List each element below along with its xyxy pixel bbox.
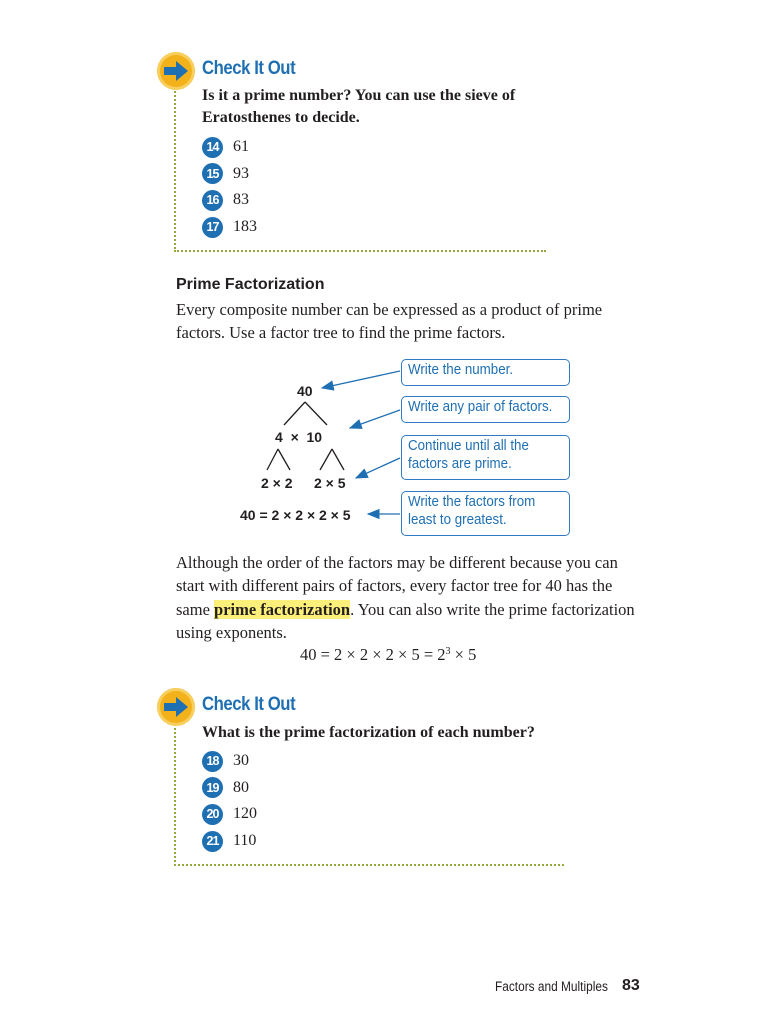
exercise-number-badge: 15	[202, 163, 223, 184]
exercise-value: 93	[233, 164, 249, 182]
callout-arrow	[356, 458, 400, 478]
exercise-number-badge: 19	[202, 777, 223, 798]
exercise-value: 183	[233, 218, 257, 236]
exercise-value: 83	[233, 191, 249, 209]
tree-level2-left: 2 × 2	[261, 475, 293, 491]
check-it-out-title: Check It Out	[202, 694, 296, 715]
exercise-number-badge: 17	[202, 217, 223, 238]
tree-branch	[320, 449, 332, 470]
callout-write-pair: Write any pair of factors.	[401, 396, 570, 423]
list-item	[202, 801, 257, 828]
callout-continue: Continue until all the factors are prime.	[401, 435, 570, 480]
tree-branch	[305, 402, 327, 425]
list-item	[202, 828, 257, 855]
tree-level2-right: 2 × 5	[314, 475, 346, 491]
page-number: 83	[622, 977, 640, 994]
callout-least-greatest: Write the factors from least to greatest.	[401, 491, 570, 536]
exercise-value: 120	[233, 805, 257, 823]
tree-level1: 4 × 10	[275, 429, 323, 445]
tree-branch	[278, 449, 290, 470]
tree-root: 40	[297, 383, 313, 399]
check-it-out-prompt: Is it a prime number? You can use the sieve of Eratosthenes to decide.	[202, 87, 516, 126]
exercise-number-badge: 16	[202, 190, 223, 211]
highlighted-term: prime factorization	[214, 599, 351, 619]
callout-write-number: Write the number.	[401, 359, 570, 386]
tree-result: 40 = 2 × 2 × 2 × 5	[240, 507, 351, 523]
section-heading: Prime Factorization	[176, 276, 325, 293]
exercise-list	[202, 748, 257, 854]
arrow-icon	[157, 688, 195, 726]
order-paragraph: Although the order of the factors may be different because you can start with different pairs of factors, every factor tree for 40 has the same prime factorization. You can also write the prime factorization using exponents.	[176, 553, 635, 642]
callout-arrow	[350, 410, 400, 428]
check-it-out-prompt: What is the prime factorization of each number?	[202, 724, 535, 741]
footer-section-title: Factors and Multiples	[495, 979, 608, 994]
intro-paragraph: Every composite number can be expressed as a product of prime factors. Use a factor tree to find the prime factors.	[176, 300, 603, 343]
exercise-value: 61	[233, 138, 249, 156]
check-it-out-title: Check It Out	[202, 58, 296, 79]
exercise-value: 80	[233, 778, 249, 796]
callout-arrow	[322, 371, 400, 388]
exercise-number-badge: 21	[202, 831, 223, 852]
exercise-value: 30	[233, 752, 249, 770]
exponent-equation: $40 = 2 \times 2 \times 2 \times 5 = 2^3 \times 5$	[300, 645, 477, 664]
exercise-number-badge: 18	[202, 751, 223, 772]
exercise-number-badge: 20	[202, 804, 223, 825]
check-it-out-box-2	[174, 688, 564, 866]
list-item	[202, 748, 257, 775]
exercise-value: 110	[233, 832, 257, 850]
tree-branch	[267, 449, 278, 470]
list-item	[202, 775, 257, 802]
exercise-number-badge: 14	[202, 137, 223, 158]
tree-branch	[332, 449, 344, 470]
tree-branch	[284, 402, 305, 425]
